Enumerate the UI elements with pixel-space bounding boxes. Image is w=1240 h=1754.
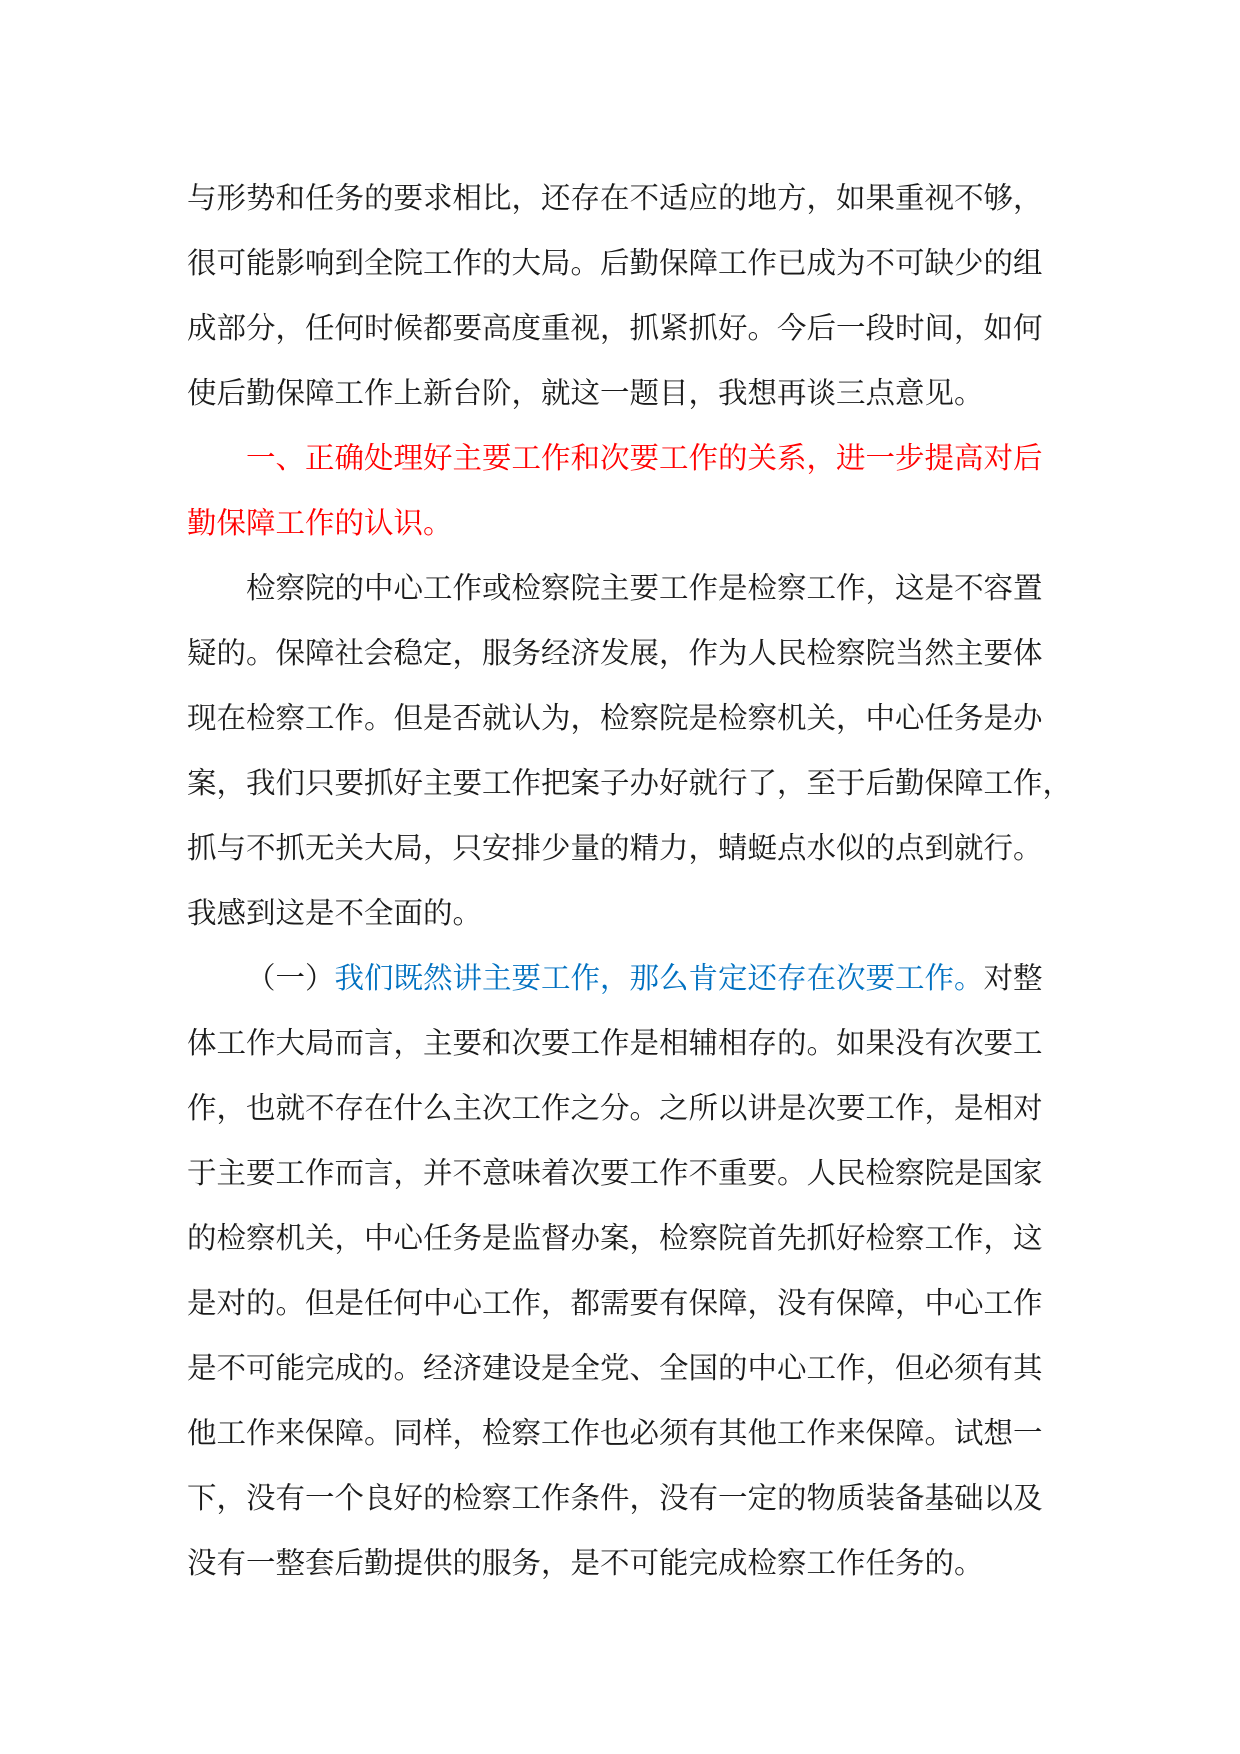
section-heading-1 xyxy=(187,426,1055,556)
text-line: 作，也就不存在什么主次工作之分。之所以讲是次要工作，是相对 xyxy=(187,1091,1043,1125)
text-line: 很可能影响到全院工作的大局。后勤保障工作已成为不可缺少的组 xyxy=(187,246,1043,280)
text-line: 疑的。保障社会稳定，服务经济发展，作为人民检察院当然主要体 xyxy=(187,636,1043,670)
heading-line: 勤保障工作的认识。 xyxy=(187,506,453,540)
text-line: 体工作大局而言，主要和次要工作是相辅相存的。如果没有次要工 xyxy=(187,1026,1043,1060)
text-line: 是不可能完成的。经济建设是全党、全国的中心工作，但必须有其 xyxy=(187,1351,1043,1385)
paragraph-intro xyxy=(187,166,1055,426)
text-line: 他工作来保障。同样，检察工作也必须有其他工作来保障。试想一 xyxy=(187,1416,1043,1450)
text-line: 是对的。但是任何中心工作，都需要有保障，没有保障，中心工作 xyxy=(187,1286,1043,1320)
text-line: 于主要工作而言，并不意味着次要工作不重要。人民检察院是国家 xyxy=(187,1156,1043,1190)
text-line: 检察院的中心工作或检察院主要工作是检察工作，这是不容置 xyxy=(246,571,1043,605)
text-line: 与形势和任务的要求相比，还存在不适应的地方，如果重视不够， xyxy=(187,181,1043,215)
text-line: 使后勤保障工作上新台阶，就这一题目，我想再谈三点意见。 xyxy=(187,376,984,410)
text-line: 下，没有一个良好的检察工作条件，没有一定的物质装备基础以及 xyxy=(187,1481,1043,1515)
sub-heading-text: 我们既然讲主要工作，那么肯定还存在次要工作。 xyxy=(334,961,984,995)
text-line: 我感到这是不全面的。 xyxy=(187,896,483,930)
text-line-first xyxy=(187,946,1055,1011)
heading-line: 一、正确处理好主要工作和次要工作的关系，进一步提高对后 xyxy=(246,441,1043,475)
text-line: 的检察机关，中心任务是监督办案，检察院首先抓好检察工作，这 xyxy=(187,1221,1043,1255)
text-line: 没有一整套后勤提供的服务，是不可能完成检察工作任务的。 xyxy=(187,1546,984,1580)
text-line-rest: 对整 xyxy=(983,961,1043,995)
text-line: 案，我们只要抓好主要工作把案子办好就行了，至于后勤保障工作， xyxy=(187,766,1073,800)
paragraph-main-work xyxy=(187,556,1073,946)
paragraph-sub-1 xyxy=(187,946,1055,1596)
text-line: 成部分，任何时候都要高度重视，抓紧抓好。今后一段时间，如何 xyxy=(187,311,1043,345)
text-line: 抓与不抓无关大局，只安排少量的精力，蜻蜓点水似的点到就行。 xyxy=(187,831,1043,865)
text-line: 现在检察工作。但是否就认为，检察院是检察机关，中心任务是办 xyxy=(187,701,1043,735)
sub-item-prefix: （一） xyxy=(246,961,335,995)
